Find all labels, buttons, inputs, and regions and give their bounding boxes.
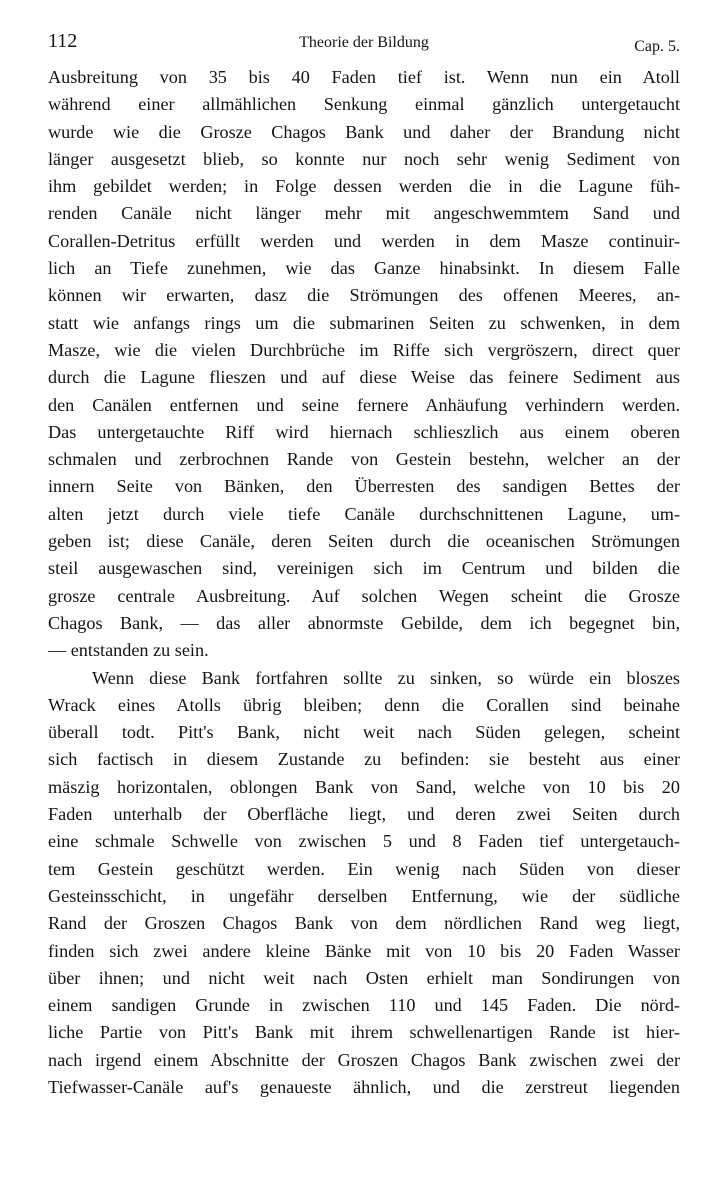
page-number: 112 — [48, 30, 78, 52]
running-title: Theorie der Bildung — [299, 34, 429, 51]
paragraph — [48, 64, 680, 665]
text-line: Masze, wie die vielen Durchbrüche im Riffe sich vergröszern, direct quer — [48, 339, 680, 360]
text-line: geben ist; diese Canäle, deren Seiten durch die oceanischen Strömungen — [48, 531, 680, 552]
text-line: liche Partie von Pitt's Bank mit ihrem schwellenartigen Rande ist hier- — [48, 1022, 680, 1043]
chapter-label: Cap. 5. — [634, 38, 680, 55]
text-line: Chagos Bank, — das aller abnormste Gebilde, dem ich begegnet bin, — [48, 612, 680, 633]
body-text — [48, 64, 680, 1101]
text-line: sich factisch in diesem Zustande zu befinden: sie besteht aus einer — [48, 749, 680, 770]
text-line: Wenn diese Bank fortfahren sollte zu sinken, so würde ein bloszes — [92, 667, 680, 688]
text-line: über ihnen; und nicht weit nach Osten erhielt man Sondirungen von — [48, 967, 680, 988]
running-head — [48, 28, 680, 62]
text-line: Tiefwasser-Canäle auf's genaueste ähnlich, und die zerstreut liegenden — [48, 1076, 680, 1097]
text-line: grosze centrale Ausbreitung. Auf solchen Wegen scheint die Grosze — [48, 585, 680, 606]
text-line: renden Canäle nicht länger mehr mit angeschwemmtem Sand und — [48, 203, 680, 224]
text-line: einem sandigen Grunde in zwischen 110 und 145 Faden. Die nörd- — [48, 995, 680, 1016]
text-line: durch die Lagune flieszen und auf diese Weise das feinere Sediment aus — [48, 367, 680, 388]
text-line: nach irgend einem Abschnitte der Groszen Chagos Bank zwischen zwei der — [48, 1049, 680, 1070]
text-line: den Canälen entfernen und seine fernere Anhäufung verhindern werden. — [48, 394, 680, 415]
text-line: alten jetzt durch viele tiefe Canäle durchschnittenen Lagune, um- — [48, 503, 680, 524]
text-line: mäszig horizontalen, oblongen Bank von Sand, welche von 10 bis 20 — [48, 776, 680, 797]
text-line: Faden unterhalb der Oberfläche liegt, und deren zwei Seiten durch — [48, 804, 680, 825]
text-line: schmalen und zerbrochnen Rande von Gestein bestehn, welcher an der — [48, 449, 680, 470]
text-line: eine schmale Schwelle von zwischen 5 und 8 Faden tief untergetauch- — [48, 831, 680, 852]
text-line: ihm gebildet werden; in Folge dessen werden die in die Lagune füh- — [48, 176, 680, 197]
text-line: wurde wie die Grosze Chagos Bank und daher der Brandung nicht — [48, 121, 680, 142]
text-line: statt wie anfangs rings um die submarinen Seiten zu schwenken, in dem — [48, 312, 680, 333]
book-page — [48, 28, 680, 1101]
text-line: Rand der Groszen Chagos Bank von dem nördlichen Rand weg liegt, — [48, 913, 680, 934]
text-line: Das untergetauchte Riff wird hiernach schlieszlich aus einem oberen — [48, 421, 680, 442]
text-line: innern Seite von Bänken, den Überresten des sandigen Bettes der — [48, 476, 680, 497]
text-line: überall todt. Pitt's Bank, nicht weit nach Süden gelegen, scheint — [48, 722, 680, 743]
text-line: Gesteinsschicht, in ungefähr derselben Entfernung, wie der südliche — [48, 885, 680, 906]
text-line: Ausbreitung von 35 bis 40 Faden tief ist. Wenn nun ein Atoll — [48, 67, 680, 87]
text-line: steil ausgewaschen sind, vereinigen sich im Centrum und bilden die — [48, 558, 680, 579]
text-line: tem Gestein geschützt werden. Ein wenig nach Süden von dieser — [48, 858, 680, 879]
text-line: Wrack eines Atolls übrig bleiben; denn die Corallen sind beinahe — [48, 694, 680, 715]
text-line: Corallen-Detritus erfüllt werden und werden in dem Masze continuir- — [48, 230, 680, 251]
text-line: länger ausgesetzt blieb, so konnte nur noch sehr wenig Sediment von — [48, 148, 680, 169]
paragraph — [48, 665, 680, 1102]
text-line: finden sich zwei andere kleine Bänke mit von 10 bis 20 Faden Wasser — [48, 940, 680, 961]
text-line: lich an Tiefe zunehmen, wie das Ganze hinabsinkt. In diesem Falle — [48, 258, 680, 279]
text-line: können wir erwarten, dasz die Strömungen des offenen Meeres, an- — [48, 285, 680, 306]
text-line: — entstanden zu sein. — [48, 640, 209, 661]
text-line: während einer allmählichen Senkung einmal gänzlich untergetaucht — [48, 94, 680, 115]
